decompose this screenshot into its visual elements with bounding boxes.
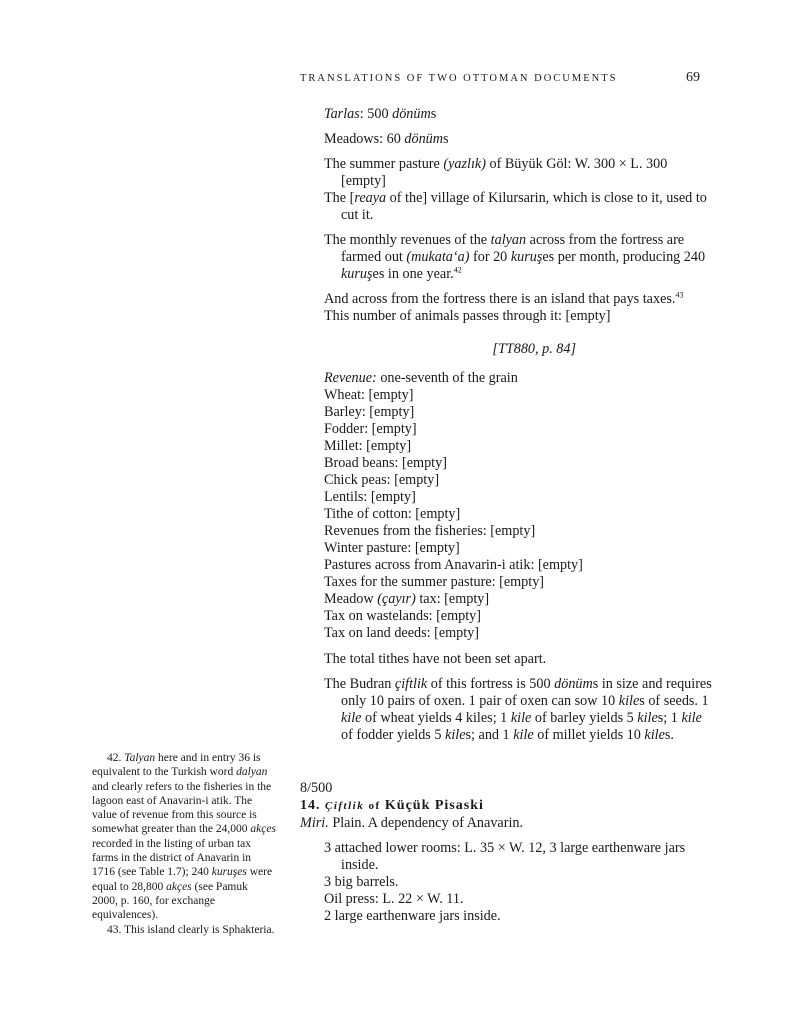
footnotes xyxy=(92,751,276,937)
list-item: 2 large earthenware jars inside. xyxy=(324,908,501,924)
list-item: Meadow (çayır) tax: [empty] xyxy=(324,591,490,607)
animals-line: This number of animals passes through it: [empty] xyxy=(324,308,611,324)
list-item: Tax on wastelands: [empty] xyxy=(324,608,481,624)
list-item: Broad beans: [empty] xyxy=(324,455,447,471)
monthly-revenue-paragraph: The monthly revenues of the talyan across from the fortress are farmed out (mukata‘a) for 20 kuruşes per month, producing 240 kuruşes in one year.$^{42}$ xyxy=(324,232,706,282)
footnote-ref-42: 42 xyxy=(453,265,462,275)
list-item: Wheat: [empty] xyxy=(324,387,414,403)
footnote-ref-43: 43 xyxy=(675,290,684,300)
footnote-43: 43. This island clearly is Sphakteria. xyxy=(107,923,275,936)
list-item: 3 big barrels. xyxy=(324,874,399,890)
list-item: Lentils: [empty] xyxy=(324,489,416,505)
entry-heading: 14. Çiftlik of Küçük Pisaski xyxy=(300,798,484,813)
island-line: And across from the fortress there is an island that pays taxes.$^{43}$ xyxy=(324,290,684,307)
list-item: 3 attached lower rooms: L. 35 × W. 12, 3 large earthenware jars inside. xyxy=(324,840,686,873)
total-tithes-line: The total tithes have not been set apart. xyxy=(324,651,547,667)
entry-14 xyxy=(300,780,720,925)
page-number: 69 xyxy=(686,70,700,85)
entry-code: 8/500 xyxy=(300,780,333,796)
revenue-heading: Revenue: one-seventh of the grain xyxy=(324,370,518,386)
budran-paragraph: The Budran çiftlik of this fortress is 500 dönüms in size and requires only 10 pairs of oxen. 1 pair of oxen can sow 10 kiles of seeds. 1 kile of wheat yields 4 kiles; 1 kile of barley yields 5 kiles; 1 kile of fodder yields 5 kiles; and 1 kile of millet yields 10 kiles. xyxy=(324,676,712,743)
tarlas-line: Tarlas: 500 dönüms xyxy=(324,106,437,122)
meadows-line: Meadows: 60 dönüms xyxy=(324,131,449,147)
list-item: Revenues from the fisheries: [empty] xyxy=(324,523,536,539)
list-item: Taxes for the summer pasture: [empty] xyxy=(324,574,545,590)
revenue-list xyxy=(324,370,714,642)
list-item: Tax on land deeds: [empty] xyxy=(324,625,480,641)
list-item: Barley: [empty] xyxy=(324,404,415,420)
list-item: Winter pasture: [empty] xyxy=(324,540,460,556)
list-item: Chick peas: [empty] xyxy=(324,472,440,488)
entry-description: Miri. Plain. A dependency of Anavarin. xyxy=(300,815,524,831)
village-line: The [reaya of the] village of Kilursarin, which is close to it, used to cut it. xyxy=(324,190,707,223)
footnote-42: 42. Talyan here and in entry 36 is equivalent to the Turkish word dalyan and clearly refers to the fisheries in the lagoon east of Anavarin-i atik. The value of revenue from this source is somewhat greater than the 24,000 akçes recorded in the listing of urban tax farms in the district of Anavarin in 1716 (see Table 1.7); 240 kuruşes were equal to 28,800 akçes (see Pamuk 2000, p. 160, for exchange equivalences). xyxy=(92,752,276,922)
list-item: Fodder: [empty] xyxy=(324,421,417,437)
summer-pasture-line: The summer pasture (yazlık) of Büyük Göl: W. 300 × L. 300 [empty] xyxy=(324,156,668,189)
list-item: Tithe of cotton: [empty] xyxy=(324,506,461,522)
running-head: TRANSLATIONS OF TWO OTTOMAN DOCUMENTS xyxy=(300,73,618,84)
main-text xyxy=(324,106,714,752)
list-item: Oil press: L. 22 × W. 11. xyxy=(324,891,464,907)
list-item: Millet: [empty] xyxy=(324,438,412,454)
list-item: Pastures across from Anavarin-i atik: [empty] xyxy=(324,557,583,573)
entry-body xyxy=(300,840,720,925)
source-reference: [TT880, p. 84] xyxy=(492,341,576,357)
